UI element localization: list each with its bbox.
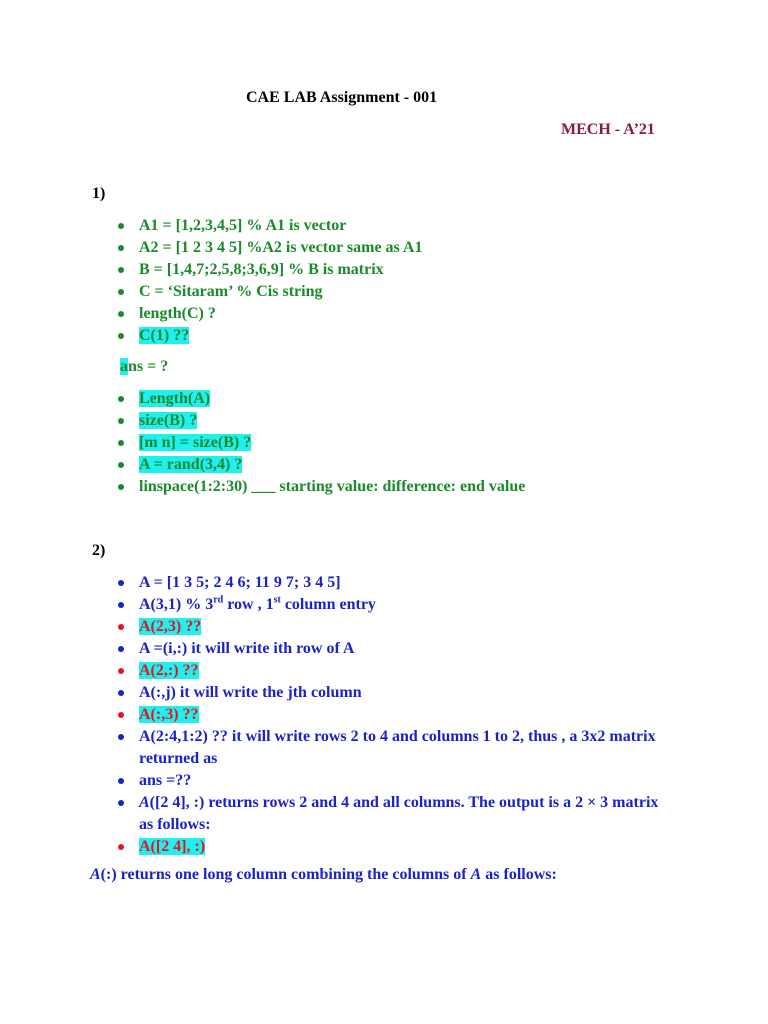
highlighted-text: A = rand(3,4) ? [139,456,243,473]
bullet-icon [118,267,124,273]
question-1-list-a [115,215,422,347]
list-item: linspace(1:2:30) ___ starting value: difference: end value [115,476,525,498]
list-item: length(C) ? [115,303,422,325]
list-item: A([2 4], :) returns rows 2 and 4 and all columns. The output is a 2 × 3 matrix as follows: [115,792,669,836]
bullet-icon [118,778,124,784]
bullet-icon [118,396,124,402]
bullet-icon [118,712,124,718]
list-item [115,325,422,347]
ans-line: ans = ? [120,358,169,375]
highlighted-text: A(:,3) ?? [139,706,199,723]
bullet-icon [118,690,124,696]
question-1-number: 1) [92,185,106,202]
bullet-icon [118,624,124,630]
bullet-icon [118,440,124,446]
highlighted-text: A(2,:) ?? [139,662,199,679]
list-item [115,836,669,858]
bullet-icon [118,462,124,468]
bullet-icon [118,602,124,608]
bullet-icon [118,734,124,740]
bullet-icon [118,844,124,850]
list-item: ans =?? [115,770,669,792]
bullet-icon [118,223,124,229]
question-2-number: 2) [92,542,106,559]
list-item [115,616,669,638]
question-2-list [115,572,669,858]
list-item [115,660,669,682]
bullet-icon [118,580,124,586]
bullet-icon [118,800,124,806]
list-item: A =(i,:) it will write ith row of A [115,638,669,660]
list-item: C = ‘Sitaram’ % Cis string [115,281,422,303]
list-item [115,704,669,726]
list-item [115,432,525,454]
bullet-icon [118,289,124,295]
document-title: CAE LAB Assignment - 001 [246,89,438,106]
list-item: A1 = [1,2,3,4,5] % A1 is vector [115,215,422,237]
list-item: A(3,1) % 3rd row , 1st column entry [115,594,669,616]
list-item [115,454,525,476]
highlighted-text: [m n] = size(B) ? [139,434,252,451]
highlighted-text: size(B) ? [139,412,198,429]
list-item: A2 = [1 2 3 4 5] %A2 is vector same as A1 [115,237,422,259]
bullet-icon [118,418,124,424]
bullet-icon [118,333,124,339]
bullet-icon [118,646,124,652]
bullet-icon [118,245,124,251]
list-item: A(2:4,1:2) ?? it will write rows 2 to 4 and columns 1 to 2, thus , a 3x2 matrix returned as [115,726,669,770]
highlighted-text: A(2,3) ?? [139,618,202,635]
class-label: MECH - A’21 [561,121,655,138]
bullet-icon [118,311,124,317]
list-item: A(:,j) it will write the jth column [115,682,669,704]
list-item: A = [1 3 5; 2 4 6; 11 9 7; 3 4 5] [115,572,669,594]
highlighted-text: C(1) ?? [139,327,190,344]
list-item [115,388,525,410]
list-item: B = [1,4,7;2,5,8;3,6,9] % B is matrix [115,259,422,281]
highlighted-text: Length(A) [139,390,211,407]
bullet-icon [118,668,124,674]
highlighted-text: A([2 4], :) [139,838,206,855]
question-1-list-b [115,388,525,498]
list-item [115,410,525,432]
bullet-icon [118,484,124,490]
footer-note: A(:) returns one long column combining the columns of A as follows: [90,866,557,883]
